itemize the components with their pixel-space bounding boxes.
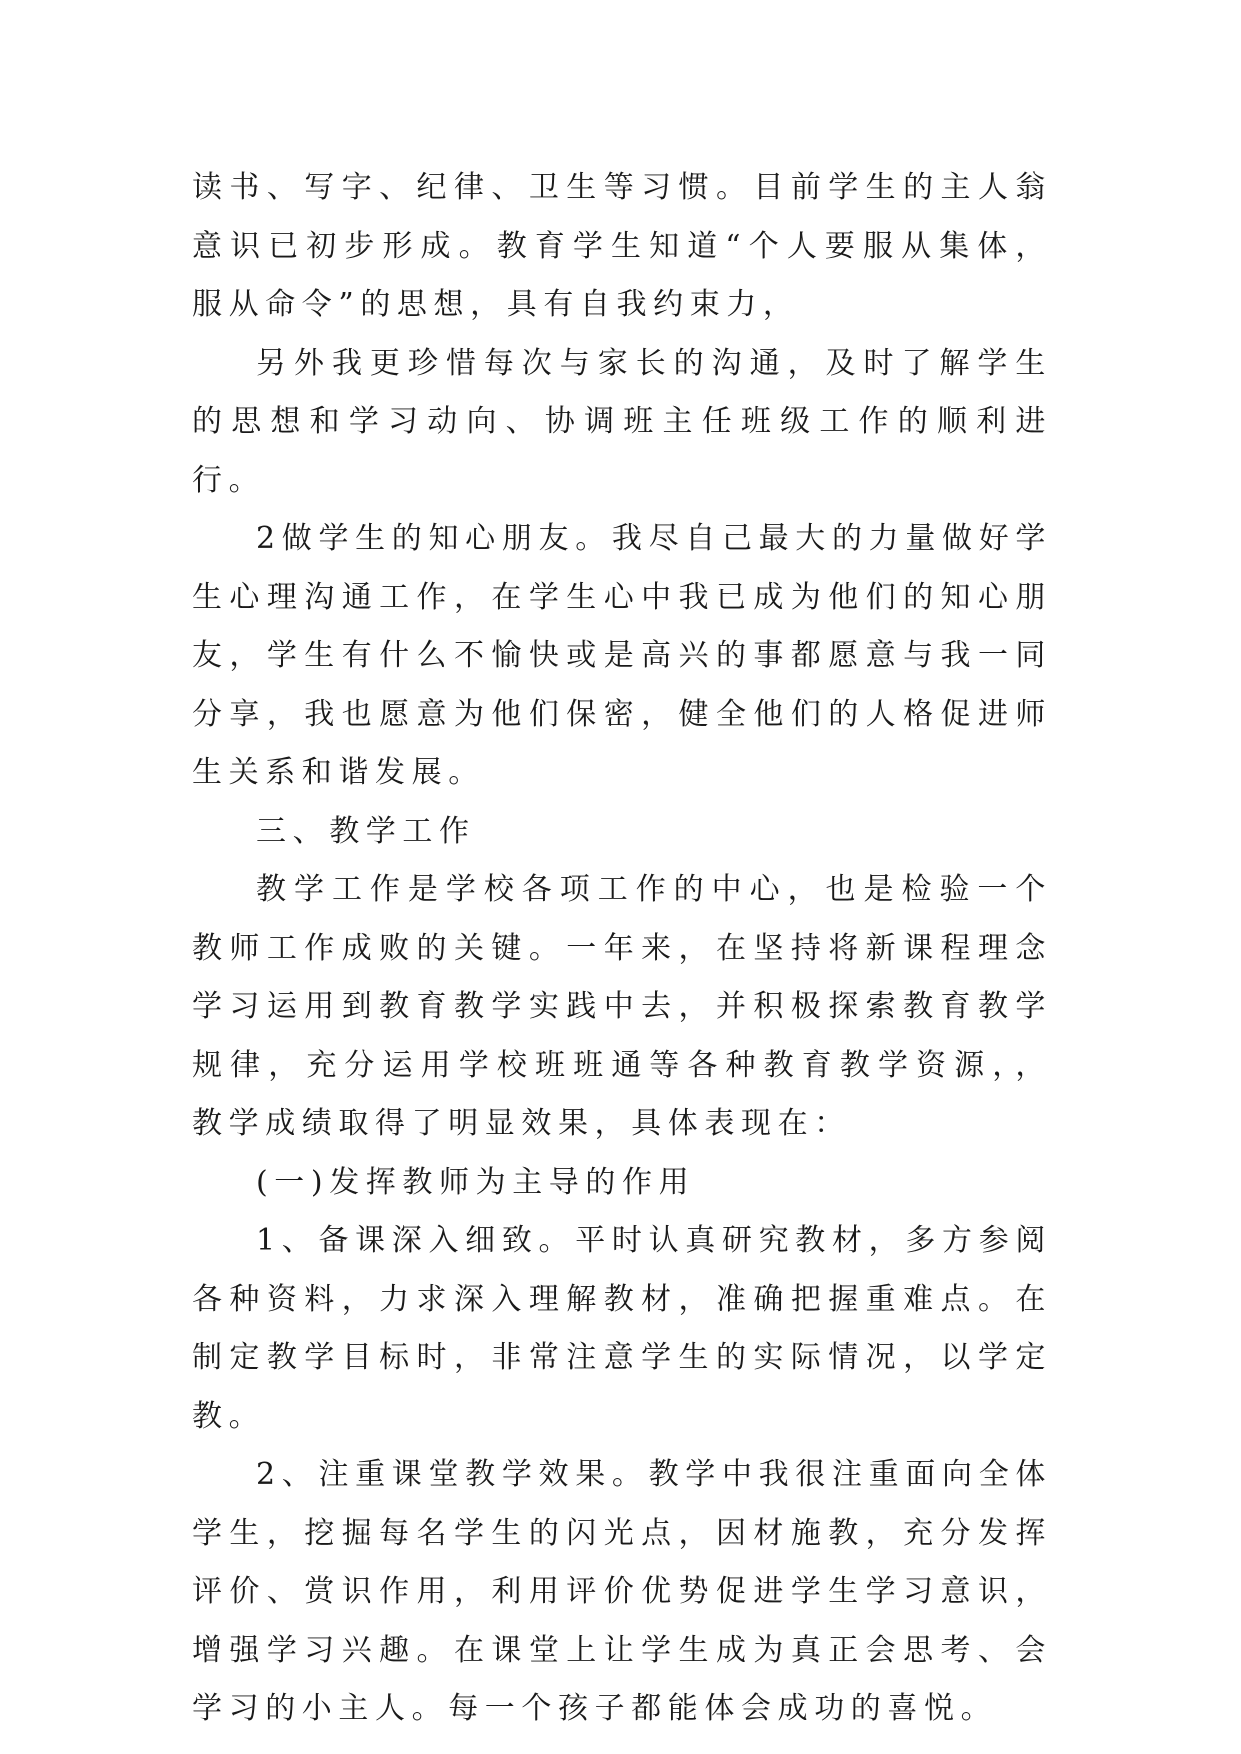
subheading-teacher-leading-role: (一)发挥教师为主导的作用 [256,1164,696,1200]
paragraph-parent-communication: 另外我更珍惜每次与家长的沟通，及时了解学生的思想和学习动向、协调班主任班级工作的顺利进行。 [192,345,1052,498]
paragraph-student-friend: 2做学生的知心朋友。我尽自己最大的力量做好学生心理沟通工作，在学生心中我已成为他们的知心朋友，学生有什么不愉快或是高兴的事都愿意与我一同分享，我也愿意为他们保密，健全他们的人格促进师生关系和谐发展。 [192,521,1052,790]
paragraph-habits: 读书、写字、纪律、卫生等习惯。目前学生的主人翁意识已初步形成。教育学生知道“个人要服从集体，服从命令”的思想，具有自我约束力， [192,170,1052,322]
document-body [192,159,1052,1739]
paragraph-lesson-preparation: 1、备课深入细致。平时认真研究教材，多方参阅各种资料，力求深入理解教材，准确把握重难点。在制定教学目标时，非常注意学生的实际情况，以学定教。 [192,1223,1052,1434]
section-heading-teaching-work: 三、教学工作 [256,813,476,849]
paragraph-teaching-overview: 教学工作是学校各项工作的中心，也是检验一个教师工作成败的关键。一年来，在坚持将新课程理念学习运用到教育教学实践中去，并积极探索教育教学规律，充分运用学校班班通等各种教育教学资源，，教学成绩取得了明显效果，具体表现在： [192,872,1052,1141]
paragraph-classroom-effect: 2、注重课堂教学效果。教学中我很注重面向全体学生，挖掘每名学生的闪光点，因材施教，充分发挥评价、赏识作用，利用评价优势促进学生学习意识，增强学习兴趣。在课堂上让学生成为真正会思考、会学习的小主人。每一个孩子都能体会成功的喜悦。 [192,1457,1052,1726]
